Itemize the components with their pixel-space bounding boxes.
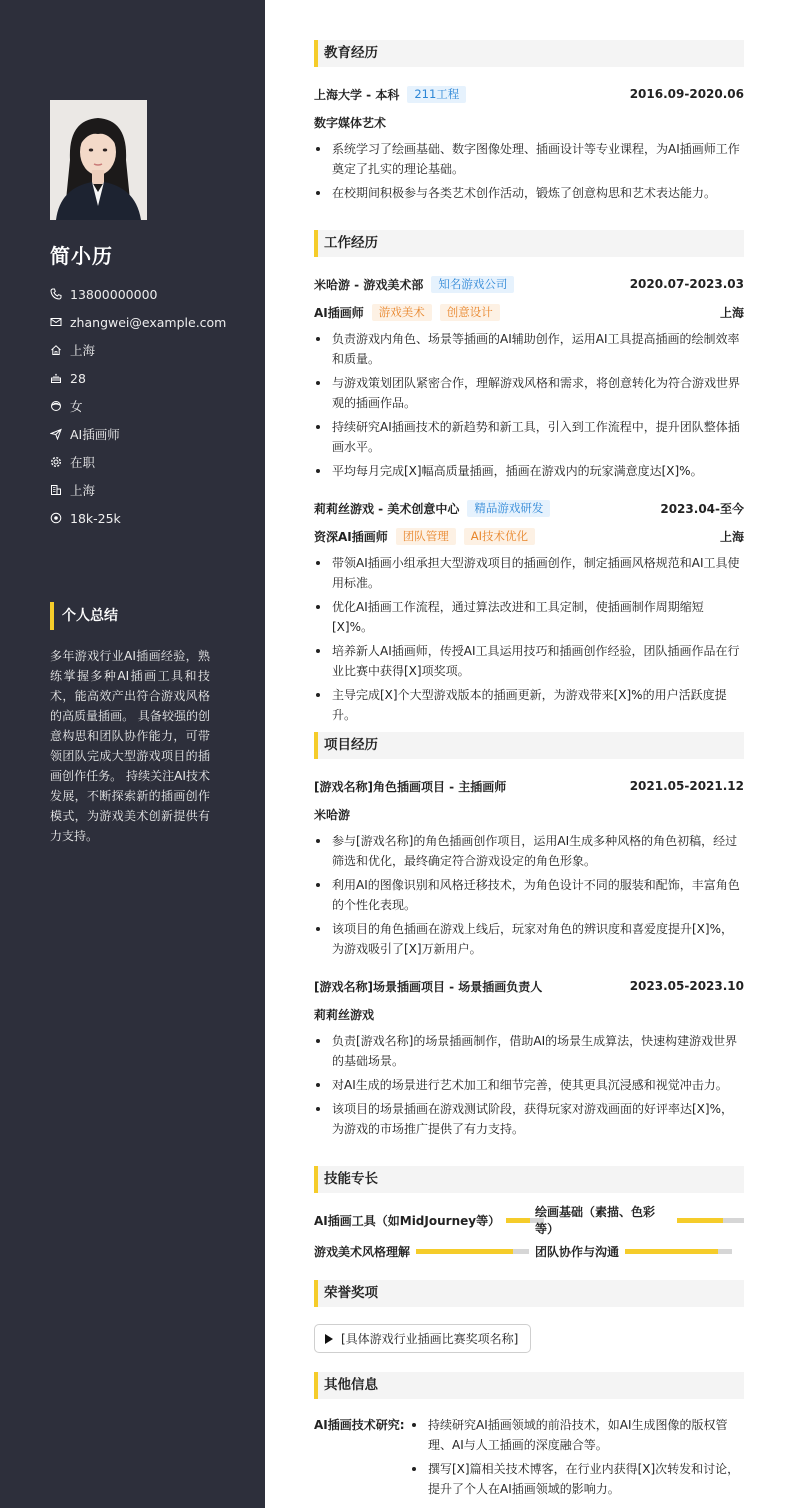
job-2-city: 上海	[719, 529, 744, 544]
project-2-header	[314, 976, 744, 996]
project-2-name: [游戏名称]场景插画项目 - 场景插画负责人	[314, 979, 543, 994]
project-1-org-row	[314, 804, 744, 824]
award-item[interactable]	[314, 1324, 531, 1353]
send-icon	[50, 428, 62, 440]
position-item	[50, 420, 226, 448]
projects-heading: 项目经历	[314, 732, 744, 759]
gender-text: 女	[70, 399, 83, 414]
job-1-city: 上海	[719, 305, 744, 320]
list-item: 撰写[X]篇相关技术博客，在行业内获得[X]次转发和讨论，提升了个人在AI插画领域的影响力。	[410, 1459, 744, 1499]
list-item: 持续研究AI插画技术的新趋势和新工具，引入到工作流程中，提升团队整体插画水平。	[314, 417, 744, 457]
project-1-header	[314, 776, 744, 796]
skill-item-1	[314, 1210, 544, 1230]
status-text: 在职	[70, 455, 96, 470]
age-text: 28	[70, 370, 86, 386]
skill-3-bar	[416, 1249, 529, 1254]
education-bullets	[314, 139, 744, 207]
job-1-company: 米哈游 - 游戏美术部	[314, 277, 424, 292]
list-item: 利用AI的图像识别和风格迁移技术，为角色设计不同的服装和配饰，丰富角色的个性化表现。	[314, 875, 744, 915]
award-text: [具体游戏行业插画比赛奖项名称]	[341, 1332, 519, 1346]
school-tag: 211工程	[407, 86, 466, 103]
list-item: 优化AI插画工作流程，通过算法改进和工具定制，使插画制作周期缩短[X]%。	[314, 597, 744, 637]
job-1-bullets	[314, 329, 744, 485]
job-2-date: 2023.04-至今	[660, 501, 744, 516]
job-2-role: 资深AI插画师	[314, 529, 388, 544]
project-2-org-row	[314, 1004, 744, 1024]
building-icon	[50, 484, 62, 496]
sidebar	[0, 0, 265, 1508]
location-text: 上海	[70, 343, 96, 358]
job-2-role-row	[314, 526, 744, 546]
skill-item-3	[314, 1241, 529, 1261]
status-item	[50, 448, 226, 476]
summary-heading: 个人总结	[50, 602, 118, 630]
skill-4-bar	[625, 1249, 732, 1254]
school-name: 上海大学 - 本科	[314, 87, 400, 102]
salary-icon	[50, 512, 62, 524]
job-1-header	[314, 274, 744, 294]
summary-text: 多年游戏行业AI插画经验，熟练掌握多种AI插画工具和技术，能高效产出符合游戏风格的高质量插画。 具备较强的创意构思和团队协作能力，可带领团队完成大型游戏项目的插画创作任务。 持续关注AI技术发展，不断探索新的插画创作模式，为游戏美术创新提供有力支持。	[50, 649, 210, 843]
skill-item-2	[535, 1205, 744, 1236]
settings-icon	[50, 456, 62, 468]
profile-name: 简小历	[50, 244, 113, 268]
skill-item-4	[535, 1241, 732, 1261]
skill-2-fill	[677, 1218, 723, 1223]
project-1-bullets	[314, 831, 744, 963]
list-item: 参与[游戏名称]的角色插画创作项目，运用AI生成多种风格的角色初稿，经过筛选和优化，最终确定符合游戏设定的角色形象。	[314, 831, 744, 871]
education-row	[314, 84, 744, 104]
phone-text: 13800000000	[70, 286, 158, 302]
gender-icon	[50, 400, 62, 412]
major-row	[314, 112, 744, 132]
job-2-tag-2: AI技术优化	[464, 528, 535, 545]
other-bullets	[410, 1415, 744, 1503]
job-2-tag-1: 团队管理	[396, 528, 456, 545]
skill-4-name: 团队协作与沟通	[535, 1244, 620, 1259]
skill-3-name: 游戏美术风格理解	[314, 1244, 411, 1259]
list-item: 该项目的角色插画在游戏上线后，玩家对角色的辨识度和喜爱度提升[X]%，为游戏吸引了[X]万新用户。	[314, 919, 744, 959]
job-1-company-tag: 知名游戏公司	[431, 276, 514, 293]
project-2-org: 莉莉丝游戏	[314, 1007, 375, 1022]
location-item	[50, 336, 226, 364]
education-date: 2016.09-2020.06	[629, 87, 744, 101]
job-1-role: AI插画师	[314, 305, 364, 320]
job-2-bullets	[314, 553, 744, 729]
job-2-company: 莉莉丝游戏 - 美术创意中心	[314, 501, 460, 516]
project-1-name: [游戏名称]角色插画项目 - 主插画师	[314, 779, 507, 794]
job-2-company-tag: 精品游戏研发	[467, 500, 550, 517]
skill-3-fill	[416, 1249, 513, 1254]
skill-4-fill	[625, 1249, 718, 1254]
list-item: 主导完成[X]个大型游戏版本的插画更新，为游戏带来[X]%的用户活跃度提升。	[314, 685, 744, 725]
list-item: 该项目的场景插画在游戏测试阶段，获得玩家对游戏画面的好评率达[X]%，为游戏的市场推广提供了有力支持。	[314, 1099, 744, 1139]
work-heading: 工作经历	[314, 230, 744, 257]
profile-photo	[50, 100, 147, 220]
email-item	[50, 308, 226, 336]
list-item: 在校期间积极参与各类艺术创作活动，锻炼了创意构思和艺术表达能力。	[314, 183, 744, 203]
project-2-bullets	[314, 1031, 744, 1143]
play-icon	[325, 1334, 333, 1344]
gender-item	[50, 392, 226, 420]
mail-icon	[50, 316, 62, 328]
cake-icon	[50, 372, 62, 384]
salary-text: 18k-25k	[70, 510, 121, 526]
job-1-date: 2020.07-2023.03	[629, 277, 744, 291]
job-1-tag-1: 游戏美术	[372, 304, 432, 321]
education-heading: 教育经历	[314, 40, 744, 67]
contact-info-list	[50, 280, 226, 532]
list-item: 平均每月完成[X]幅高质量插画，插画在游戏内的玩家满意度达[X]%。	[314, 461, 744, 481]
project-2-date: 2023.05-2023.10	[629, 979, 744, 993]
list-item: 带领AI插画小组承担大型游戏项目的插画创作，制定插画风格规范和AI工具使用标准。	[314, 553, 744, 593]
list-item: 与游戏策划团队紧密合作，理解游戏风格和需求，将创意转化为符合游戏世界观的插画作品。	[314, 373, 744, 413]
position-text: AI插画师	[70, 427, 120, 442]
email-text: zhangwei@example.com	[70, 314, 227, 330]
job-1-role-row	[314, 302, 744, 322]
skill-1-name: AI插画工具（如MidJourney等）	[314, 1213, 501, 1228]
awards-heading: 荣誉奖项	[314, 1280, 744, 1307]
major-name: 数字媒体艺术	[314, 115, 387, 130]
project-1-date: 2021.05-2021.12	[629, 779, 744, 793]
city-text: 上海	[70, 483, 96, 498]
list-item: 培养新人AI插画师，传授AI工具运用技巧和插画创作经验，团队插画作品在行业比赛中获得[X]项奖项。	[314, 641, 744, 681]
phone-item	[50, 280, 226, 308]
list-item: 对AI生成的场景进行艺术加工和细节完善，使其更具沉浸感和视觉冲击力。	[314, 1075, 744, 1095]
city-item	[50, 476, 226, 504]
age-item	[50, 364, 226, 392]
skills-heading: 技能专长	[314, 1166, 744, 1193]
job-1-tag-2: 创意设计	[440, 304, 500, 321]
list-item: 持续研究AI插画领域的前沿技术，如AI生成图像的版权管理、AI与人工插画的深度融合等。	[410, 1415, 744, 1455]
list-item: 系统学习了绘画基础、数字图像处理、插画设计等专业课程，为AI插画师工作奠定了扎实的理论基础。	[314, 139, 744, 179]
skill-1-fill	[506, 1218, 530, 1223]
phone-icon	[50, 288, 62, 300]
home-icon	[50, 344, 62, 356]
skill-2-name: 绘画基础（素描、色彩等）	[535, 1205, 656, 1236]
job-2-header	[314, 498, 744, 518]
salary-item	[50, 504, 226, 532]
skill-2-bar	[677, 1218, 744, 1223]
list-item: 负责[游戏名称]的场景插画制作，借助AI的场景生成算法，快速构建游戏世界的基础场景。	[314, 1031, 744, 1071]
other-label: AI插画技术研究:	[314, 1418, 405, 1432]
project-1-org: 米哈游	[314, 807, 351, 822]
list-item: 负责游戏内角色、场景等插画的AI辅助创作，运用AI工具提高插画的绘制效率和质量。	[314, 329, 744, 369]
other-heading: 其他信息	[314, 1372, 744, 1399]
